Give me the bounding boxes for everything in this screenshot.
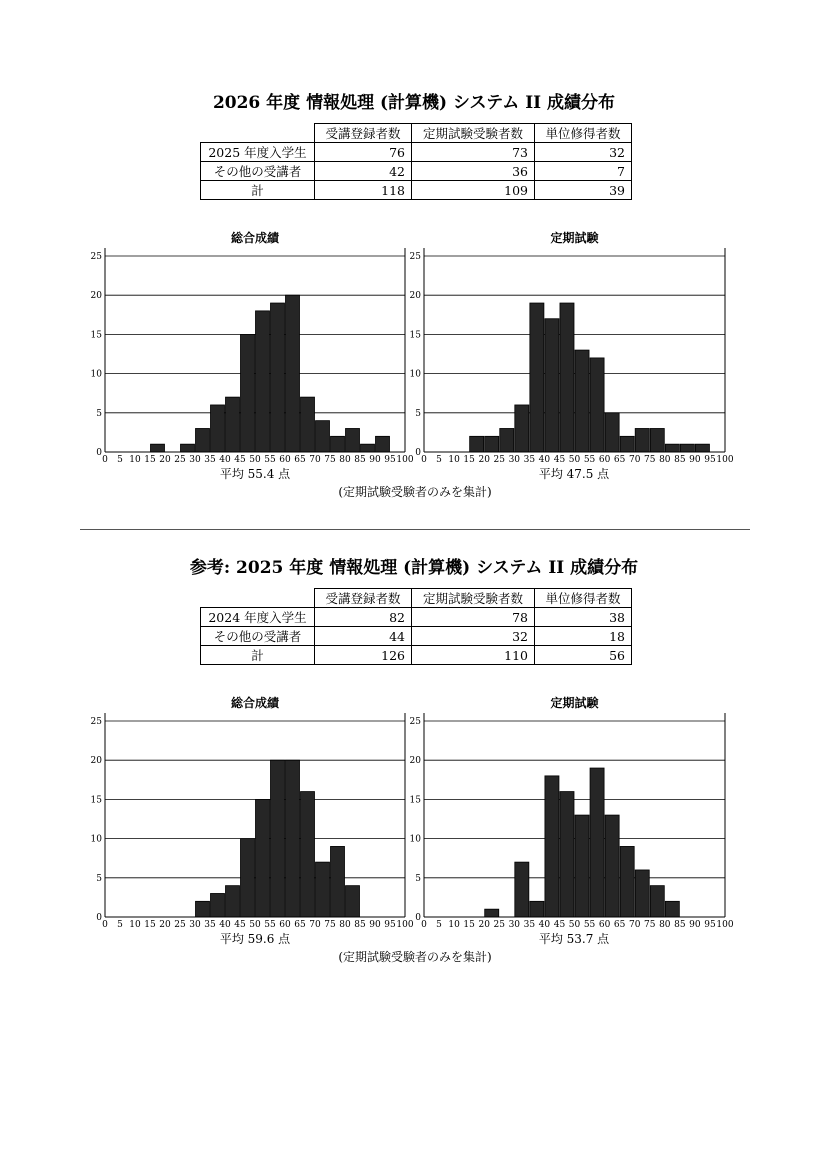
x-tick-label: 55: [264, 455, 276, 465]
x-tick-label: 40: [538, 920, 551, 930]
y-tick-label: 15: [90, 795, 102, 806]
x-tick-label: 20: [159, 455, 171, 465]
x-tick-label: 15: [144, 455, 156, 465]
row-label: 計: [201, 646, 315, 665]
histogram-bar: [211, 405, 225, 452]
y-tick-label: 20: [409, 756, 421, 767]
table-header-cell: 受講登録者数: [315, 589, 412, 608]
x-tick-label: 50: [568, 920, 581, 930]
y-tick-label: 5: [415, 408, 421, 419]
average-label: 平均 59.6 点: [219, 932, 291, 946]
table-row: [201, 627, 632, 646]
x-tick-label: 95: [384, 920, 396, 930]
table-header-row: [201, 124, 632, 143]
table-header-row: [201, 589, 632, 608]
row-label: 2025 年度入学生: [201, 143, 315, 162]
x-tick-label: 15: [144, 920, 156, 930]
table-cell: 39: [535, 181, 632, 200]
x-tick-label: 80: [339, 920, 351, 930]
x-tick-label: 0: [102, 920, 108, 930]
y-tick-label: 10: [409, 834, 421, 845]
x-tick-label: 100: [396, 920, 414, 930]
histogram-bar: [485, 909, 499, 917]
x-tick-label: 10: [129, 455, 141, 465]
histogram-bar: [256, 311, 270, 452]
x-tick-label: 10: [448, 920, 460, 930]
histogram-bar: [590, 358, 604, 452]
histogram-bar: [515, 862, 529, 917]
x-tick-label: 80: [339, 455, 351, 465]
x-tick-label: 15: [463, 920, 475, 930]
x-tick-label: 30: [508, 920, 521, 930]
table-row: [201, 181, 632, 200]
histogram-bar: [485, 436, 499, 452]
table-header-cell: 定期試験受験者数: [412, 589, 535, 608]
table-cell: 78: [412, 608, 535, 627]
histogram-bar: [211, 893, 225, 917]
average-label: 平均 53.7 点: [538, 932, 610, 946]
y-tick-label: 5: [415, 873, 421, 884]
histogram-bar: [226, 886, 240, 917]
histogram-bar: [695, 444, 709, 452]
table-cell: 82: [315, 608, 412, 627]
x-tick-label: 65: [613, 920, 626, 930]
row-label: その他の受講者: [201, 627, 315, 646]
histogram-bar: [151, 444, 165, 452]
histogram-bar: [605, 815, 619, 917]
table-row: [201, 162, 632, 181]
histogram-bar: [286, 295, 300, 452]
x-tick-label: 65: [294, 920, 306, 930]
histogram-bar: [361, 444, 375, 452]
y-tick-label: 25: [90, 252, 102, 262]
histogram-bar: [196, 901, 210, 917]
x-tick-label: 15: [463, 455, 475, 465]
y-tick-label: 15: [409, 795, 421, 806]
x-tick-label: 5: [117, 920, 123, 930]
x-tick-label: 60: [279, 455, 291, 465]
histogram-bar: [590, 768, 604, 917]
x-tick-label: 95: [704, 920, 716, 930]
histogram-bar: [680, 444, 694, 452]
x-tick-label: 100: [716, 920, 734, 930]
x-tick-label: 75: [324, 920, 336, 930]
histogram-bar: [665, 444, 679, 452]
table-cell: 56: [535, 646, 632, 665]
x-tick-label: 35: [523, 455, 536, 465]
table-cell: 42: [315, 162, 412, 181]
x-tick-label: 10: [448, 455, 460, 465]
x-tick-label: 25: [174, 920, 186, 930]
x-tick-label: 35: [204, 920, 216, 930]
y-tick-label: 10: [90, 369, 102, 380]
x-tick-label: 5: [436, 920, 442, 930]
enrollment-table: [200, 123, 632, 200]
row-label: 2024 年度入学生: [201, 608, 315, 627]
x-tick-label: 25: [174, 455, 186, 465]
x-tick-label: 35: [523, 920, 536, 930]
chart-title: 総合成績: [230, 231, 280, 245]
y-tick-label: 15: [409, 330, 421, 341]
histogram-bar: [530, 901, 544, 917]
chart-title: 定期試験: [550, 696, 599, 710]
table-header-cell: 定期試験受験者数: [412, 124, 535, 143]
aggregation-note: (定期試験受験者のみを集計): [338, 485, 492, 499]
x-tick-label: 45: [553, 920, 566, 930]
histogram-bar: [515, 405, 529, 452]
x-tick-label: 85: [674, 455, 686, 465]
x-tick-label: 65: [613, 455, 626, 465]
histogram-bar: [635, 870, 649, 917]
histogram-bar: [560, 303, 574, 452]
x-tick-label: 25: [493, 920, 505, 930]
table-header-cell: 受講登録者数: [315, 124, 412, 143]
x-tick-label: 70: [628, 920, 641, 930]
table-cell: 76: [315, 143, 412, 162]
histogram-bar: [575, 350, 589, 452]
histogram-bar: [181, 444, 195, 452]
histogram-bar: [331, 846, 345, 917]
x-tick-label: 80: [659, 920, 671, 930]
x-tick-label: 30: [508, 455, 521, 465]
x-tick-label: 95: [704, 455, 716, 465]
x-tick-label: 0: [102, 455, 108, 465]
table-cell: 36: [412, 162, 535, 181]
x-tick-label: 100: [396, 455, 414, 465]
y-tick-label: 25: [409, 252, 421, 262]
table-row: [201, 646, 632, 665]
y-tick-label: 5: [96, 873, 102, 884]
histogram-bar: [650, 886, 664, 917]
histogram-bar: [316, 862, 330, 917]
x-tick-label: 60: [598, 455, 611, 465]
x-tick-label: 50: [568, 455, 581, 465]
histogram-bar: [241, 334, 255, 452]
histogram-bar: [530, 303, 544, 452]
table-cell: 44: [315, 627, 412, 646]
x-tick-label: 60: [598, 920, 611, 930]
table-cell: 126: [315, 646, 412, 665]
x-tick-label: 75: [644, 920, 656, 930]
x-tick-label: 5: [436, 455, 442, 465]
x-tick-label: 45: [553, 455, 566, 465]
table-row: [201, 143, 632, 162]
histogram-bar: [470, 436, 484, 452]
section-divider: [80, 529, 750, 530]
histogram-bar: [226, 397, 240, 452]
histogram-bar: [196, 428, 210, 452]
x-tick-label: 40: [538, 455, 551, 465]
table-cell: 7: [535, 162, 632, 181]
x-tick-label: 65: [294, 455, 306, 465]
y-tick-label: 0: [96, 448, 102, 458]
histogram-bar: [665, 901, 679, 917]
histogram-3: [410, 695, 734, 946]
histogram-bar: [620, 846, 634, 917]
average-label: 平均 55.4 点: [219, 467, 291, 481]
y-tick-label: 5: [96, 408, 102, 419]
x-tick-label: 0: [421, 455, 427, 465]
table-row: [201, 608, 632, 627]
x-tick-label: 90: [369, 920, 381, 930]
table-header-corner: [201, 589, 315, 608]
x-tick-label: 5: [117, 455, 123, 465]
histogram-bar: [316, 421, 330, 452]
histogram-0: [91, 230, 492, 499]
table-cell: 32: [412, 627, 535, 646]
x-tick-label: 20: [478, 920, 490, 930]
histogram-pair: [0, 222, 828, 512]
histogram-bar: [650, 428, 664, 452]
x-tick-label: 70: [628, 455, 641, 465]
x-tick-label: 35: [204, 455, 216, 465]
x-tick-label: 85: [354, 920, 366, 930]
x-tick-label: 80: [659, 455, 671, 465]
x-tick-label: 55: [264, 920, 276, 930]
y-tick-label: 10: [409, 369, 421, 380]
histogram-bar: [620, 436, 634, 452]
x-tick-label: 75: [324, 455, 336, 465]
y-tick-label: 10: [90, 834, 102, 845]
x-tick-label: 20: [478, 455, 490, 465]
histogram-bar: [271, 303, 285, 452]
x-tick-label: 25: [493, 455, 505, 465]
histogram-bar: [241, 839, 255, 917]
histogram-bar: [286, 760, 300, 917]
y-tick-label: 15: [90, 330, 102, 341]
histogram-bar: [500, 428, 514, 452]
histogram-bar: [301, 792, 315, 917]
histogram-bar: [575, 815, 589, 917]
x-tick-label: 90: [689, 455, 701, 465]
table-cell: 109: [412, 181, 535, 200]
average-label: 平均 47.5 点: [538, 467, 610, 481]
histogram-bar: [271, 760, 285, 917]
histogram-bar: [560, 792, 574, 917]
y-tick-label: 0: [415, 913, 421, 923]
x-tick-label: 55: [583, 455, 596, 465]
chart-title: 総合成績: [230, 696, 280, 710]
x-tick-label: 85: [674, 920, 686, 930]
x-tick-label: 50: [249, 455, 261, 465]
table-cell: 110: [412, 646, 535, 665]
x-tick-label: 10: [129, 920, 141, 930]
x-tick-label: 30: [189, 920, 201, 930]
enrollment-table: [200, 588, 632, 665]
x-tick-label: 0: [421, 920, 427, 930]
x-tick-label: 45: [234, 455, 246, 465]
y-tick-label: 20: [90, 756, 102, 767]
histogram-1: [410, 230, 734, 481]
histogram-pair: [0, 687, 828, 977]
histogram-bar: [301, 397, 315, 452]
aggregation-note: (定期試験受験者のみを集計): [338, 950, 492, 964]
x-tick-label: 70: [309, 920, 321, 930]
table-header-cell: 単位修得者数: [535, 589, 632, 608]
x-tick-label: 90: [689, 920, 701, 930]
section-title: 参考: 2025 年度 情報処理 (計算機) システム II 成績分布: [189, 558, 639, 578]
y-tick-label: 25: [90, 717, 102, 727]
table-cell: 38: [535, 608, 632, 627]
x-tick-label: 40: [219, 920, 231, 930]
y-tick-label: 20: [90, 291, 102, 302]
x-tick-label: 75: [644, 455, 656, 465]
x-tick-label: 60: [279, 920, 291, 930]
x-tick-label: 50: [249, 920, 261, 930]
histogram-bar: [635, 428, 649, 452]
row-label: その他の受講者: [201, 162, 315, 181]
table-cell: 73: [412, 143, 535, 162]
x-tick-label: 45: [234, 920, 246, 930]
x-tick-label: 55: [583, 920, 596, 930]
histogram-bar: [256, 799, 270, 917]
x-tick-label: 20: [159, 920, 171, 930]
table-header-cell: 単位修得者数: [535, 124, 632, 143]
histogram-bar: [545, 776, 559, 917]
x-tick-label: 30: [189, 455, 201, 465]
x-tick-label: 90: [369, 455, 381, 465]
x-tick-label: 70: [309, 455, 321, 465]
y-tick-label: 25: [409, 717, 421, 727]
histogram-bar: [545, 319, 559, 452]
histogram-bar: [346, 886, 360, 917]
section-title: 2026 年度 情報処理 (計算機) システム II 成績分布: [212, 93, 616, 113]
x-tick-label: 85: [354, 455, 366, 465]
table-cell: 18: [535, 627, 632, 646]
histogram-bar: [346, 428, 360, 452]
y-tick-label: 0: [96, 913, 102, 923]
x-tick-label: 100: [716, 455, 734, 465]
histogram-bar: [605, 413, 619, 452]
y-tick-label: 20: [409, 291, 421, 302]
chart-title: 定期試験: [550, 231, 599, 245]
table-cell: 118: [315, 181, 412, 200]
histogram-bar: [331, 436, 345, 452]
row-label: 計: [201, 181, 315, 200]
table-header-corner: [201, 124, 315, 143]
histogram-bar: [376, 436, 390, 452]
histogram-2: [91, 695, 492, 964]
table-cell: 32: [535, 143, 632, 162]
x-tick-label: 40: [219, 455, 231, 465]
y-tick-label: 0: [415, 448, 421, 458]
x-tick-label: 95: [384, 455, 396, 465]
